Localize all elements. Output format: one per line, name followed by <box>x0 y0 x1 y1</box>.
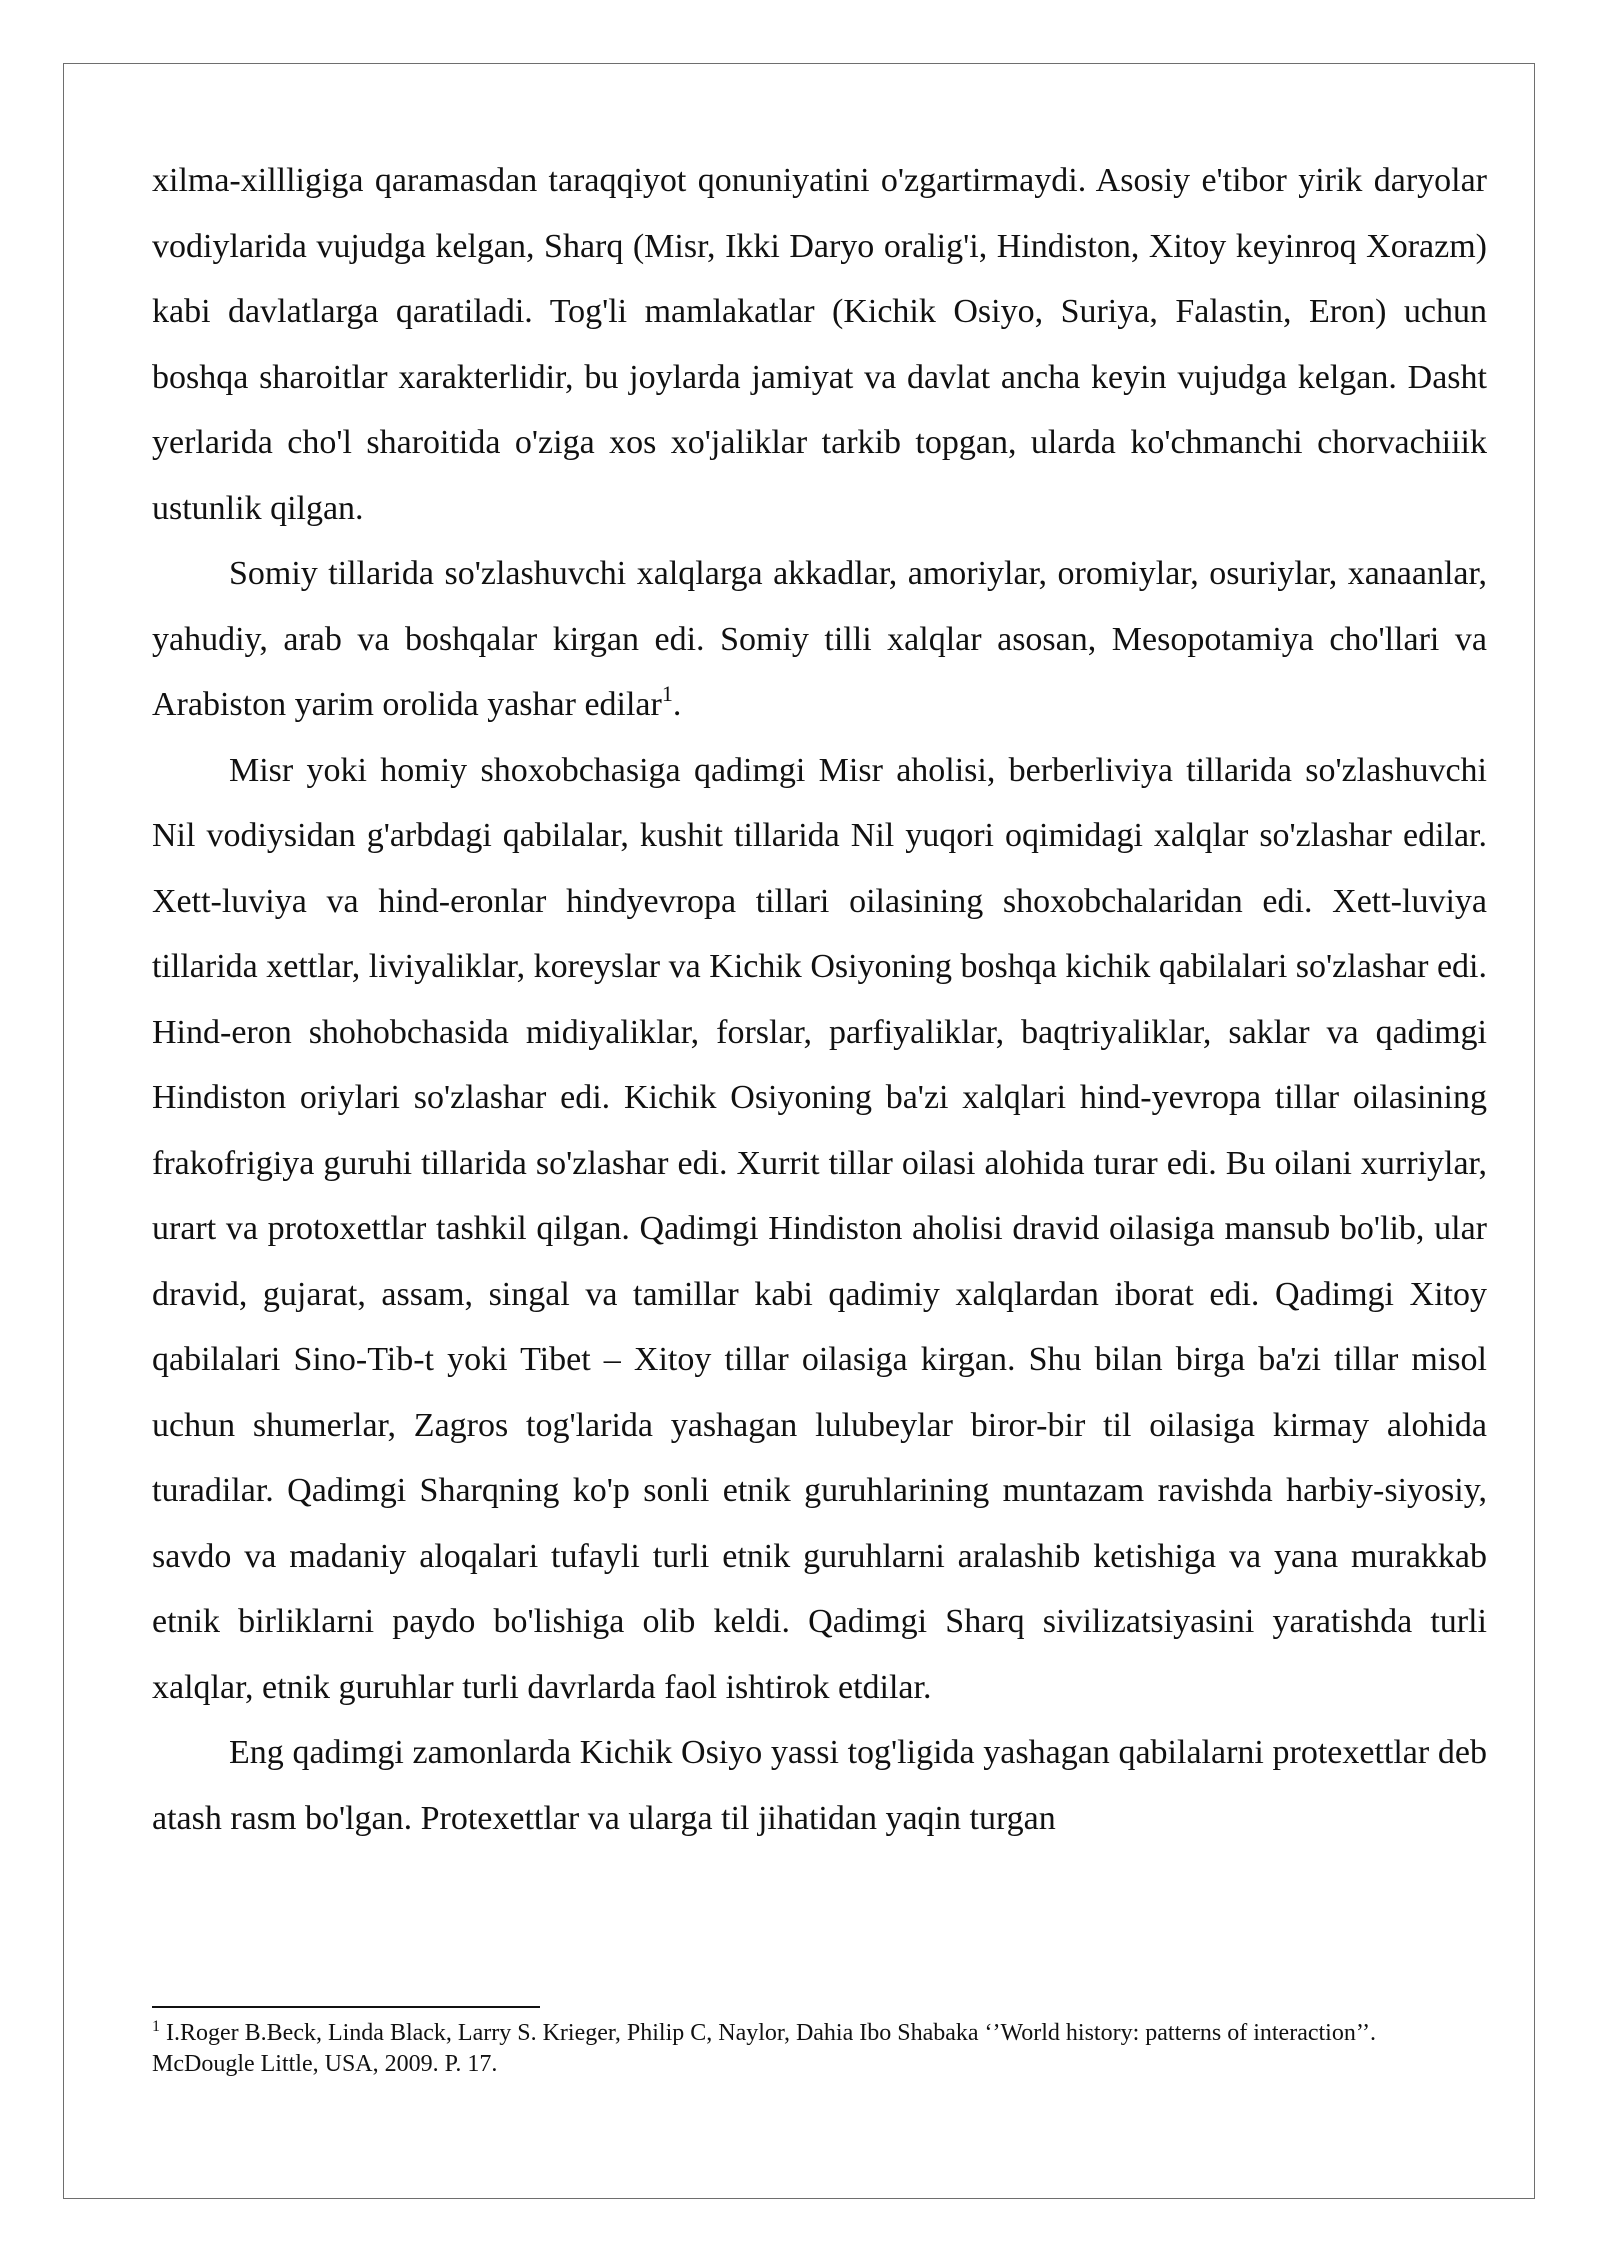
footnote-number: 1 <box>152 2018 160 2035</box>
body-text <box>152 148 1487 1851</box>
footnote-reference[interactable]: 1 <box>661 681 673 706</box>
paragraph-3: Misr yoki homiy shoxobchasiga qadimgi Misr aholisi, berberliviya tillarida so'zlashuvchi Nil vodiysidan g'arbdagi qabilalar, kushit tillarida Nil yuqori oqimidagi xalqlar so'zlashar edilar. Xett-luviya va hind-eronlar hindyevropa tillari oilasining shoxobchalaridan edi. Xett-luviya tillarida xettlar, liviyaliklar, koreyslar va Kichik Osiyoning boshqa kichik qabilalari so'zlashar edi. Hind-eron shohobchasida midiyaliklar, forslar, parfiyaliklar, baqtriyaliklar, saklar va qadimgi Hindiston oriylari so'zlashar edi. Kichik Osiyoning ba'zi xalqlari hind-yevropa tillar oilasining frakofrigiya guruhi tillarida so'zlashar edi. Xurrit tillar oilasi alohida turar edi. Bu oilani xurriylar, urart va protoxettlar tashkil qilgan. Qadimgi Hindiston aholisi dravid oilasiga mansub bo'lib, ular dravid, gujarat, assam, singal va tamillar kabi qadimiy xalqlardan iborat edi. Qadimgi Xitoy qabilalari Sino-Tib-t yoki Tibet – Xitoy tillar oilasiga kirgan. Shu bilan birga ba'zi tillar misol uchun shumerlar, Zagros tog'larida yashagan lulubeylar biror-bir til oilasiga kirmay alohida turadilar. Qadimgi Sharqning ko'p sonli etnik guruhlarining muntazam ravishda harbiy-siyosiy, savdo va madaniy aloqalari tufayli turli etnik guruhlarni aralashib ketishiga va yana murakkab etnik birliklarni paydo bo'lishiga olib keldi. Qadimgi Sharq sivilizatsiyasini yaratishda turli xalqlar, etnik guruhlar turli davrlarda faol ishtirok etdilar. <box>152 751 1487 1706</box>
paragraph-1: xilma-xillligiga qaramasdan taraqqiyot qonuniyatini o'zgartirmaydi. Asosiy e'tibor yirik daryolar vodiylarida vujudga kelgan, Sharq (Misr, Ikki Daryo oralig'i, Hindiston, Xitoy keyinroq Xorazm) kabi davlatlarga qaratiladi. Tog'li mamlakatlar (Kichik Osiyo, Suriya, Falastin, Eron) uchun boshqa sharoitlar xarakterlidir, bu joylarda jamiyat va davlat ancha keyin vujudga kelgan. Dasht yerlarida cho'l sharoitida o'ziga xos xo'jaliklar tarkib topgan, ularda ko'chmanchi chorvachiiik ustunlik qilgan. <box>152 162 1487 527</box>
paragraph-2 <box>152 541 1487 738</box>
paragraph-2-tail: . <box>672 686 682 723</box>
paragraph-4: Eng qadimgi zamonlarda Kichik Osiyo yassi tog'ligida yashagan qabilalarni protexettlar deb atash rasm bo'lgan. Protexettlar va ularga til jihatidan yaqin turgan <box>152 1734 1487 1837</box>
footnote <box>152 2018 1452 2080</box>
paragraph-2-text: Somiy tillarida so'zlashuvchi xalqlarga akkadlar, amoriylar, oromiylar, osuriylar, xanaanlar, yahudiy, arab va boshqalar kirgan edi. Somiy tilli xalqlar asosan, Mesopotamiya cho'llari va Arabiston yarim orolida yashar edilar <box>152 555 1487 723</box>
footnote-separator <box>152 2006 540 2008</box>
footnote-text: I.Roger B.Beck, Linda Black, Larry S. Krieger, Philip C, Naylor, Dahia Ibo Shabaka ‘’World history: patterns of interaction’’. McDougle Little, USA, 2009. P. 17. <box>152 2020 1377 2077</box>
